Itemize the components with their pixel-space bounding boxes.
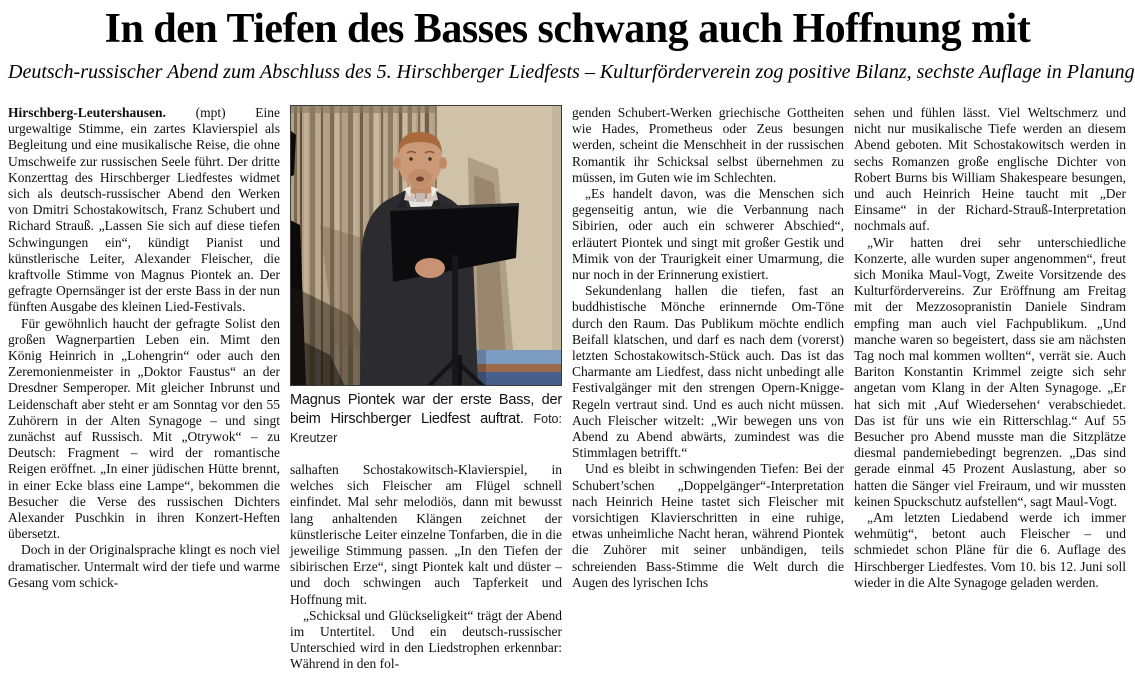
body-paragraph: Und es bleibt in schwingenden Tiefen: Bei der Schubert’schen „Doppelgänger“-Interpretation nach Heinrich Heine tastet sich Fleischer mit vorsichtigen Klavierschritten in eine ruhige, etwas unheimliche Nacht heran, während Piontek die Zuhörer mit seiner unbändigen, teils schreienden Bass-Stimme die Welt durch die Augen des lyrischen Ichs: [572, 461, 844, 590]
body-paragraph: Hirschberg-Leutershausen. (mpt) Eine urgewaltige Stimme, ein zartes Klavierspiel als Begleitung und eine musikalische Reise, die ohne Umschweife zur russischen Seele führt. Der dritte Konzerttag des Hirschberger Liedfestes widmet sich als deutsch-russischer Abend den Werken von Dmitri Schostakowitsch, Franz Schubert und Richard Strauß. „Lassen Sie sich auf diese tiefen Schwingungen ein“, kündigt Pianist und künstlerische Leiter, Alexander Fleischer, die kraftvolle Stimme von Magnus Piontek an. Der gefragte Opernsänger ist der erste Bass in der nun fünften Ausgabe des kleinen Lied-Festivals.: [8, 105, 280, 315]
wall-edge: [552, 105, 562, 386]
headline: In den Tiefen des Basses schwang auch Hoffnung mit: [104, 6, 1031, 52]
photo-figure: [290, 105, 562, 448]
body-paragraph: Doch in der Originalsprache klingt es noch viel dramatischer. Untermalt wird der tiefe und warme Gesang vom schick-: [8, 542, 280, 590]
article-columns: [8, 105, 1127, 675]
body-paragraph: „Es handelt davon, was die Menschen sich gegenseitig antun, wie die Verbannung nach Sibirien, oder auch ein schwerer Abschied“, erläutert Piontek und singt mit großer Gestik und Mimik von der Traurigkeit einer Umarmung, die nur noch in der Erinnerung existiert.: [572, 186, 844, 283]
ear-left: [393, 157, 401, 169]
body-paragraph: Sekundenlang hallen die tiefen, fast an buddhistische Mönche erinnernde Om-Töne durch den Raum. Das Publikum möchte endlich Beifall klatschen, und darf es nach dem (vorerst) letzten Schostakowitsch-Stück auch. Das ist das Charmante am Liedfest, dass nicht unbedingt alle Festivalgänger mit den strengen Opern-Knigge-Regeln vertraut sind. Und es auch nicht müssen. Auch Fleischer witzelt: „Wir bewegen uns von Abend zu Abend abwärts, zumindest was die Stimmlagen betrifft.“: [572, 283, 844, 461]
body-paragraph: „Am letzten Liedabend werde ich immer wehmütig“, betont auch Fleischer – und schmiedet schon Pläne für die 6. Auflage des Hirschberger Liedfestes. Vom 10. bis 12. Juni soll wieder in die Alte Synagoge geladen werden.: [854, 510, 1126, 590]
photo-caption: [290, 391, 562, 448]
column-2-text: [290, 462, 562, 673]
photo-caption-text: Magnus Piontek war der erste Bass, der beim Hirschberger Liedfest auftrat.: [290, 392, 562, 427]
body-paragraph: Für gewöhnlich haucht der gefragte Solist den großen Wagnerpartien Leben ein. Mimt den König Heinrich in „Lohengrin“ oder auch den Zeremonienmeister in „Doktor Faustus“ an der Dresdner Semperoper. Mit gleicher Inbrunst und Leidenschaft aber steht er am Sonntag vor den 55 Zuhörern in der Alten Synagoge – und singt zunächst auf Russisch. Mit „Otrywok“ – zu Deutsch: Fragment – wird der romantische Reigen eröffnet. „In einer jüdischen Hütte brennt, in einer Ecke blass eine Lampe“, bekommen die Besucher die Verse des russischen Dichters Alexander Puschkin in ihren Konzert-Heften übersetzt.: [8, 315, 280, 542]
body-paragraph: „Schicksal und Glückseligkeit“ trägt der Abend im Untertitel. Und ein deutsch-russischer Unterschied wird in den Liedstrophen erkennbar: Während in den fol-: [290, 607, 562, 672]
photo-credit-name: Kreutzer: [290, 431, 338, 445]
column-3: [572, 105, 844, 675]
body-paragraph: „Wir hatten drei sehr unterschiedliche Konzerte, alle wurden super angenommen“, freut sich Monika Maul-Vogt, Zweite Vorsitzende des Kulturfördervereins. Zur Eröffnung am Freitag mit der Mezzosopranistin Daniele Sindram empfing man auch viel Fachpublikum. „Und manche waren so begeistert, dass sie am nächsten Tag noch mal kommen wollten“, verrät sie. Auch Bariton Konstantin Krimmel zeigte sich sehr angetan vom Klang in der Alten Synagoge. „Er hat sich mit ‚Auf Wiedersehen‘ verabschiedet. Das ist für uns wie ein Ritterschlag.“ Auf 55 Besucher pro Abend musste man die Sitzplätze diesmal pandemiebedingt begrenzen. „Das sind gerade einmal 45 Prozent Auslastung, aber so hatten die Sänger viel Freiraum, und wir mussten keinen Spuckschutz aufstellen“, sagt Maul-Vogt.: [854, 234, 1126, 509]
hands: [415, 258, 445, 278]
body-paragraph: genden Schubert-Werken griechische Gottheiten wie Hades, Prometheus oder Zeus besungen werden, scheint die Menschheit in der russischen Romantik ihr Schicksal selbst übernehmen zu müssen, im Guten wie im Schlechten.: [572, 105, 844, 185]
body-paragraph: salhaften Schostakowitsch-Klavierspiel, in welches sich Fleischer am Flügel schnell einfindet. Mal sehr melodiös, dann mit bewusst lang anhaltenden Klängen zeichnet der künstlerische Leiter einzelne Tonfarben, die in die jeweilige Stimmung passen. „In den Tiefen der sibirischen Erze“, singt Piontek kalt und düster – und doch schwingen auch Tapferkeit und Hoffnung mit.: [290, 462, 562, 607]
body-paragraph: sehen und fühlen lässt. Viel Weltschmerz und nicht nur musikalische Tiefe werden an diesem Abend geboten. Mit Schostakowitsch werden in sechs Romanzen große englische Dichter von Robert Burns bis William Shakespeare besungen, und auch Heinrich Heine taucht mit „Der Einsame“ in der Richard-Strauß-Interpretation nochmals auf.: [854, 105, 1126, 234]
column-2: [290, 105, 562, 675]
photo-illustration: [290, 105, 562, 386]
dateline: Hirschberg-Leutershausen.: [8, 105, 166, 120]
ear-right: [439, 157, 447, 169]
column-4: [854, 105, 1126, 675]
subheadline: Deutsch-russischer Abend zum Abschluss des 5. Hirschberger Liedfests – Kulturförderverein zog positive Bilanz, sechste Auflage in Planung: [8, 61, 1135, 83]
column-1: [8, 105, 280, 675]
photo-magnus-piontek: [290, 105, 562, 386]
photo-credit-label: Foto:: [533, 412, 562, 426]
